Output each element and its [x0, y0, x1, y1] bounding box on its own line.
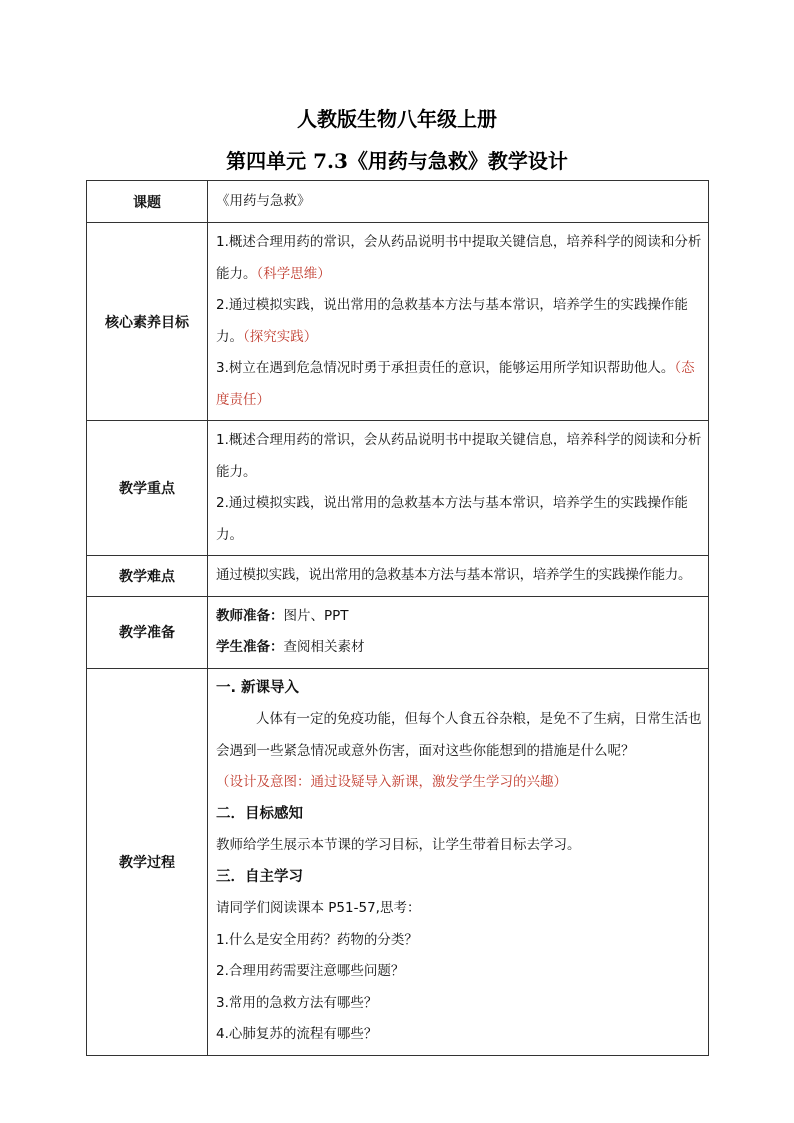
goal-1-text: 1.概述合理用药的常识，会从药品说明书中提取关键信息，培养科学的阅读和分析能力。 [216, 234, 702, 282]
goal-3 [216, 353, 702, 416]
section-3-intro: 请同学们阅读课本 P51-57,思考： [216, 900, 421, 916]
teacher-prep-value: 图片、PPT [283, 607, 349, 624]
goal-1 [216, 227, 702, 290]
goal-2 [216, 290, 702, 353]
key-points-label: 教学重点 [87, 421, 208, 556]
teacher-prep-label: 教师准备： [216, 607, 284, 624]
prep-label: 教学准备 [87, 596, 208, 668]
row-prep [87, 596, 709, 668]
student-prep-value: 查阅相关素材 [283, 639, 365, 655]
goal-2-text: 2.通过模拟实践，说出常用的急救基本方法与基本常识，培养学生的实践操作能力。 [216, 297, 688, 345]
goal-3-tag: （态度责任） [216, 360, 695, 408]
section-1-heading: 一. 新课导入 [216, 679, 300, 696]
question-1: 1.什么是安全用药？药物的分类？ [216, 931, 418, 948]
student-prep [216, 632, 702, 664]
question-3: 3.常用的急救方法有哪些？ [216, 994, 378, 1011]
goals-label: 核心素养目标 [87, 223, 208, 421]
section-2-heading: 二．目标感知 [216, 805, 303, 822]
key-point-2: 2.通过模拟实践，说出常用的急救基本方法与基本常识，培养学生的实践操作能力。 [216, 495, 688, 543]
section-1-text: 人体有一定的免疫功能，但每个人食五谷杂粮，是免不了生病，日常生活也会遇到一些紧急情况或意外伤害，面对这些你能想到的措施是什么呢？ [216, 711, 702, 759]
difficulty-label: 教学难点 [87, 556, 208, 597]
row-key-points [87, 421, 709, 556]
document-subtitle: 第四单元 7.3《用药与急救》教学设计 [226, 149, 568, 173]
section-1-note: （设计及意图：通过设疑导入新课，激发学生学习的兴趣） [216, 774, 567, 790]
process-label: 教学过程 [87, 668, 208, 1055]
teacher-prep [216, 601, 702, 633]
difficulty-text: 通过模拟实践，说出常用的急救基本方法与基本常识，培养学生的实践操作能力。 [208, 556, 709, 597]
topic-label: 课题 [87, 181, 208, 223]
goal-2-tag: （探究实践） [243, 328, 318, 345]
goal-3-text: 3.树立在遇到危急情况时勇于承担责任的意识，能够运用所学知识帮助他人。 [216, 360, 675, 376]
document-title: 人教版生物八年级上册 [297, 107, 497, 131]
student-prep-label: 学生准备： [216, 639, 284, 655]
section-2-text: 教师给学生展示本节课的学习目标，让学生带着目标去学习。 [216, 837, 581, 853]
row-process [87, 668, 709, 1055]
key-point-1: 1.概述合理用药的常识，会从药品说明书中提取关键信息，培养科学的阅读和分析能力。 [216, 432, 702, 480]
row-difficulty [87, 556, 709, 597]
goals-content [208, 223, 709, 421]
topic-value: 《用药与急救》 [208, 181, 709, 223]
section-3-heading: 三．自主学习 [216, 868, 303, 885]
lesson-plan-table [86, 180, 709, 1056]
question-2: 2.合理用药需要注意哪些问题？ [216, 963, 405, 979]
process-content [208, 668, 709, 1055]
prep-content [208, 596, 709, 668]
question-4: 4.心肺复苏的流程有哪些？ [216, 1026, 378, 1042]
key-points-content [208, 421, 709, 556]
row-goals [87, 223, 709, 421]
row-topic [87, 181, 709, 223]
goal-1-tag: （科学思维） [256, 265, 331, 282]
